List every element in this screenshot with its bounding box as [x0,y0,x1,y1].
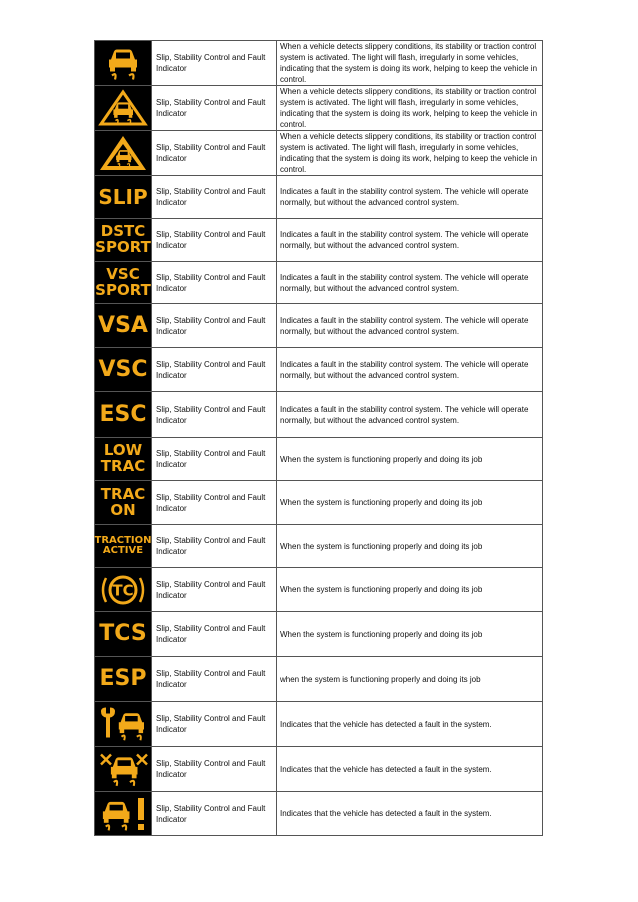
indicator-description: When a vehicle detects slippery conditions, its stability or traction control system is activated. The light will flash, irregularly in some vehicles, indicating that the system is doing its work, helping to keep the vehicle in control. [277,131,543,176]
icon-cell [95,612,152,657]
indicator-name: Slip, Stability Control and Fault Indicator [152,176,277,219]
table-row [95,747,543,792]
indicator-description: Indicates a fault in the stability control system. The vehicle will operate normally, but without the advanced control system. [277,219,543,262]
indicator-description: Indicates that the vehicle has detected a fault in the system. [277,702,543,747]
table-row [95,612,543,657]
indicator-name: Slip, Stability Control and Fault Indicator [152,702,277,747]
indicator-description: When a vehicle detects slippery conditions, its stability or traction control system is activated. The light will flash, irregularly in some vehicles, indicating that the system is doing its work, helping to keep the vehicle in control. [277,86,543,131]
wrench-skid-car-icon [97,705,149,744]
table-row [95,702,543,747]
skid-car-exclamation-icon [97,795,149,833]
indicator-description: Indicates that the vehicle has detected a fault in the system. [277,747,543,792]
esp-text-icon [97,668,149,690]
traction-active-text-icon [94,534,152,557]
indicator-name: Slip, Stability Control and Fault Indicator [152,792,277,836]
dstc-sport-text-icon [97,224,149,256]
warning-lights-table [94,40,543,836]
indicator-name: Slip, Stability Control and Fault Indicator [152,481,277,525]
tcs-text-icon [97,623,149,645]
table-row [95,219,543,262]
icon-cell [95,657,152,702]
skid-car-warning-triangle-icon [97,134,149,172]
indicator-name: Slip, Stability Control and Fault Indicator [152,525,277,568]
indicator-name: Slip, Stability Control and Fault Indicator [152,304,277,348]
icon-text: DSTC SPORT [95,222,151,256]
icon-text: ESP [99,666,147,691]
icon-text: ESC [99,401,147,427]
indicator-description: Indicates a fault in the stability control system. The vehicle will operate normally, but without the advanced control system. [277,392,543,438]
indicator-name: Slip, Stability Control and Fault Indicator [152,568,277,612]
slip-text-icon [97,187,149,207]
icon-cell [95,392,152,438]
table-row [95,568,543,612]
indicator-name: Slip, Stability Control and Fault Indicator [152,348,277,392]
table-row [95,481,543,525]
table-row [95,86,543,131]
icon-cell [95,131,152,176]
indicator-name: Slip, Stability Control and Fault Indicator [152,219,277,262]
icon-text: LOW TRAC [100,441,146,475]
icon-text: VSC SPORT [95,264,151,299]
skid-car-triangle-icon [97,89,149,127]
indicator-name: Slip, Stability Control and Fault Indicator [152,612,277,657]
table-row [95,41,543,86]
vsa-text-icon [97,312,149,338]
esc-text-icon [97,401,149,427]
vsc-sport-text-icon [95,264,151,299]
icon-cell [95,348,152,392]
table-row [95,392,543,438]
low-trac-text-icon [97,443,149,475]
icon-text: TCS [99,621,147,646]
icon-cell [95,304,152,348]
indicator-name: Slip, Stability Control and Fault Indicator [152,131,277,176]
icon-cell [95,176,152,219]
indicator-name: Slip, Stability Control and Fault Indicator [152,86,277,131]
vsc-text-icon [97,356,149,382]
indicator-description: Indicates a fault in the stability control system. The vehicle will operate normally, but without the advanced control system. [277,176,543,219]
table-row [95,525,543,568]
icon-text: SLIP [98,185,148,209]
indicator-description: Indicates a fault in the stability control system. The vehicle will operate normally, but without the advanced control system. [277,262,543,304]
table-row [95,348,543,392]
indicator-description: Indicates a fault in the stability control system. The vehicle will operate normally, but without the advanced control system. [277,304,543,348]
icon-text: TRAC ON [100,484,146,519]
indicator-description: When the system is functioning properly and doing its job [277,438,543,481]
icon-text: TRACTION ACTIVE [94,534,152,556]
table-body [95,41,543,836]
icon-cell [95,481,152,525]
indicator-name: Slip, Stability Control and Fault Indicator [152,657,277,702]
icon-cell [95,262,152,304]
icon-cell [95,792,152,836]
trac-on-text-icon [97,484,149,519]
table-row [95,176,543,219]
table-row [95,131,543,176]
indicator-description: When the system is functioning properly and doing its job [277,481,543,525]
indicator-description: When the system is functioning properly and doing its job [277,525,543,568]
indicator-description: Indicates that the vehicle has detected a fault in the system. [277,792,543,836]
indicator-name: Slip, Stability Control and Fault Indicator [152,438,277,481]
indicator-name: Slip, Stability Control and Fault Indicator [152,747,277,792]
tc-circle-icon [97,571,149,609]
icon-text: TC [112,581,134,599]
icon-text: VSA [98,312,148,338]
icon-text: VSC [98,356,148,382]
indicator-description: When the system is functioning properly and doing its job [277,568,543,612]
icon-cell [95,219,152,262]
indicator-name: Slip, Stability Control and Fault Indicator [152,262,277,304]
indicator-description: When the system is functioning properly and doing its job [277,612,543,657]
skid-car-x-icon [97,750,149,789]
table-row [95,792,543,836]
icon-cell [95,747,152,792]
skid-car-icon [97,44,149,83]
icon-cell [95,86,152,131]
table-row [95,438,543,481]
indicator-name: Slip, Stability Control and Fault Indicator [152,392,277,438]
icon-cell [95,568,152,612]
indicator-description: when the system is functioning properly and doing its job [277,657,543,702]
indicator-description: When a vehicle detects slippery conditions, its stability or traction control system is activated. The light will flash, irregularly in some vehicles, indicating that the system is doing its work, helping to keep the vehicle in control. [277,41,543,86]
indicator-name: Slip, Stability Control and Fault Indicator [152,41,277,86]
icon-cell [95,41,152,86]
icon-cell [95,702,152,747]
table-row [95,262,543,304]
indicator-description: Indicates a fault in the stability control system. The vehicle will operate normally, but without the advanced control system. [277,348,543,392]
icon-cell [95,438,152,481]
table-row [95,657,543,702]
icon-cell [95,525,152,568]
table-row [95,304,543,348]
